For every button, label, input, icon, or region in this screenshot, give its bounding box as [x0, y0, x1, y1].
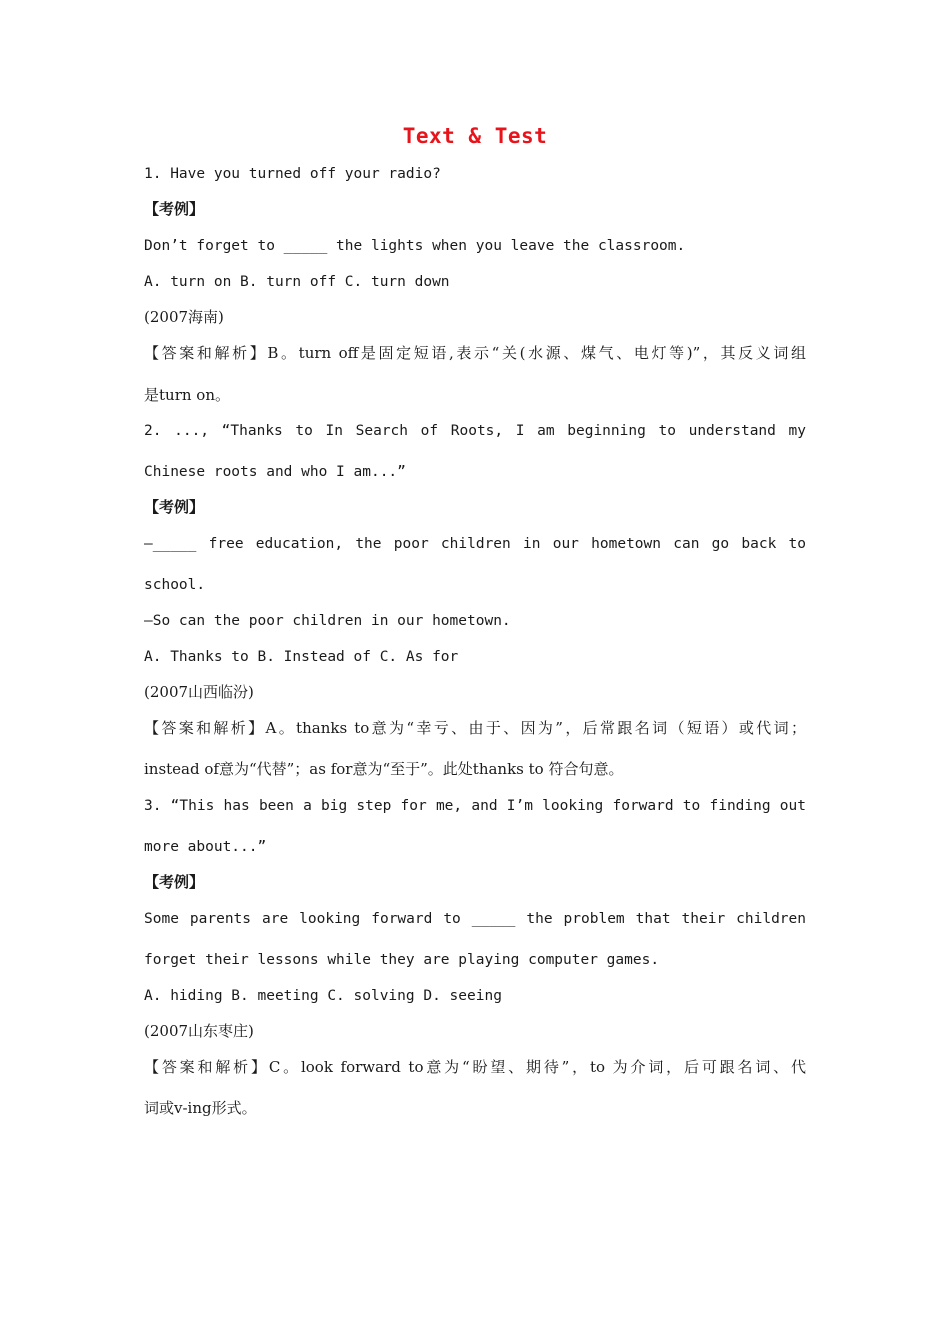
- example-sentence: Some parents are looking forward to _____ the problem that their children: [144, 911, 806, 927]
- answer-explanation-cont: 是turn on。: [144, 386, 230, 404]
- example-sentence-cont: school.: [144, 577, 206, 593]
- example-heading: 【考例】: [144, 200, 205, 218]
- example-heading: 【考例】: [144, 873, 205, 891]
- source-note: (2007山东枣庄): [144, 1022, 254, 1040]
- page-title: Text & Test: [402, 124, 548, 148]
- example-sentence: Don’t forget to _____ the lights when you leave the classroom.: [144, 238, 686, 254]
- answer-explanation-cont: instead of意为“代替”；as for意为“至于”。此处thanks to 符合句意。: [144, 760, 624, 778]
- question-3: 3. “This has been a big step for me, and I’m looking forward to finding out: [144, 798, 806, 814]
- question-3-cont: more about...”: [144, 839, 267, 855]
- answer-explanation-cont: 词或v-ing形式。: [144, 1099, 257, 1117]
- answer-options: A. turn on B. turn off C. turn down: [144, 274, 450, 290]
- source-note: (2007海南): [144, 308, 224, 326]
- example-heading: 【考例】: [144, 498, 205, 516]
- answer-options: A. hiding B. meeting C. solving D. seeing: [144, 988, 502, 1004]
- question-2-cont: Chinese roots and who I am...”: [144, 464, 406, 480]
- example-sentence: —_____ free education, the poor children in our hometown can go back to: [144, 536, 806, 552]
- example-reply: —So can the poor children in our hometown.: [144, 613, 511, 629]
- answer-options: A. Thanks to B. Instead of C. As for: [144, 649, 459, 665]
- answer-explanation: 【答案和解析】C。look forward to意为“盼望、期待”，to 为介词，后可跟名词、代: [144, 1058, 806, 1076]
- example-sentence-cont: forget their lessons while they are playing computer games.: [144, 952, 660, 968]
- answer-explanation: 【答案和解析】B。turn off是固定短语,表示“关(水源、煤气、电灯等)”，其反义词组: [144, 344, 806, 362]
- question-1: 1. Have you turned off your radio?: [144, 166, 441, 182]
- source-note: (2007山西临汾): [144, 683, 254, 701]
- answer-explanation: 【答案和解析】A。thanks to意为“幸亏、由于、因为”，后常跟名词（短语）或代词；: [144, 719, 806, 737]
- question-2: 2. ..., “Thanks to In Search of Roots, I am beginning to understand my: [144, 423, 806, 439]
